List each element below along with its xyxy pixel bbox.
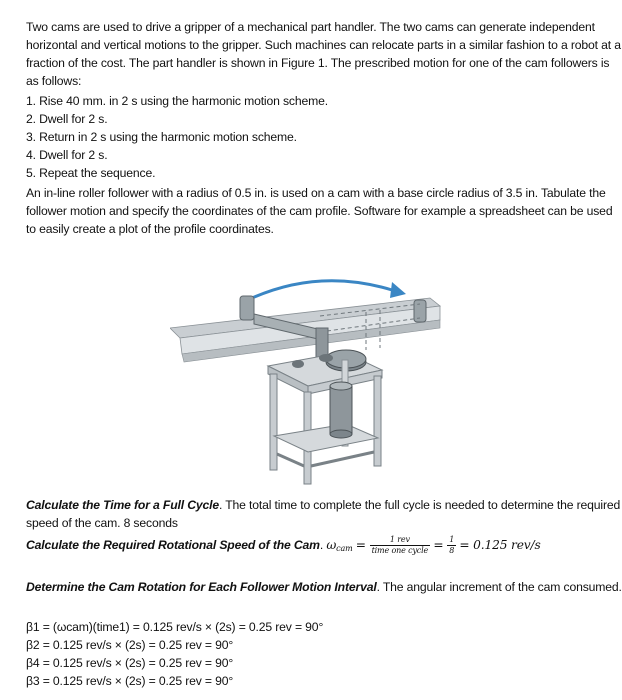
intro-line-3: fraction of the cost. The part handler is shown in Figure 1. The prescribed motion for one of the cam followers is	[26, 56, 610, 70]
intro-line-4: as follows:	[26, 74, 82, 88]
closing-line-3: to easily create a plot of the profile coordinates.	[26, 222, 274, 236]
cycle-heading: Calculate the Time for a Full Cycle	[26, 498, 219, 512]
speed-result: = 0.125 rev/s	[459, 538, 541, 552]
table-leg-back-right	[374, 376, 381, 466]
beta-1: β1 = (ωcam)(time1) = 0.125 rev/s × (2s) = 0.25 rev = 90°	[26, 620, 324, 634]
table-leg-front-left	[270, 374, 277, 470]
speed-line: Calculate the Required Rotational Speed of the Cam. $\omega_{cam}$ = $\frac{\text{1 rev}}{\text{time one cycle}}$ = $\frac{1}{8}$ = 0.125 rev/s	[26, 535, 541, 556]
cycle-line-1	[26, 496, 620, 514]
cycle-text: . The total time to complete the full cycle is needed to determine the required	[218, 498, 621, 512]
motion-arrowhead-icon	[390, 282, 406, 298]
closing-line-1: An in-line roller follower with a radius of 0.5 in. is used on a cam with a base circle radius of 3.5 in. Tabulate the	[26, 186, 606, 200]
gripper-left	[240, 296, 254, 320]
step-5: 5. Repeat the sequence.	[26, 166, 156, 180]
motor-cylinder	[330, 386, 352, 434]
motion-arrow-icon	[252, 281, 392, 298]
cycle-line-2: speed of the cam. 8 seconds	[26, 516, 178, 530]
rotation-text: . The angular increment of the cam consumed.	[376, 580, 622, 594]
part-handler-figure	[170, 258, 460, 488]
intro-line-2: horizontal and vertical motions to the gripper. Such machines can relocate parts in a similar fashion to a robot at a	[26, 38, 621, 52]
speed-heading: Calculate the Required Rotational Speed of the Cam	[26, 538, 320, 552]
omega-cam-symbol: $\omega_{cam}$	[326, 538, 353, 553]
step-3: 3. Return in 2 s using the harmonic motion scheme.	[26, 130, 297, 144]
step-2: 2. Dwell for 2 s.	[26, 112, 108, 126]
gripper-right	[414, 300, 426, 322]
step-4: 4. Dwell for 2 s.	[26, 148, 108, 162]
beta-3: β3 = 0.125 rev/s × (2s) = 0.25 rev = 90°	[26, 674, 234, 688]
beta-4: β4 = 0.125 rev/s × (2s) = 0.25 rev = 90°	[26, 656, 234, 670]
intro-line-1: Two cams are used to drive a gripper of a mechanical part handler. The two cams can generate independent	[26, 20, 595, 34]
step-1: 1. Rise 40 mm. in 2 s using the harmonic motion scheme.	[26, 94, 328, 108]
beta-2: β2 = 0.125 rev/s × (2s) = 0.25 rev = 90°	[26, 638, 234, 652]
rotation-line	[26, 578, 622, 596]
speed-fraction: $\frac{\text{1 rev}}{\text{time one cycle}}$	[371, 535, 429, 556]
closing-line-2: follower motion and specify the coordinates of the cam profile. Software for example a spreadsheet can be used	[26, 204, 613, 218]
speed-fraction-numeric: $\frac{1}{8}$	[449, 535, 455, 556]
rotation-heading: Determine the Cam Rotation for Each Follower Motion Interval	[26, 580, 377, 594]
